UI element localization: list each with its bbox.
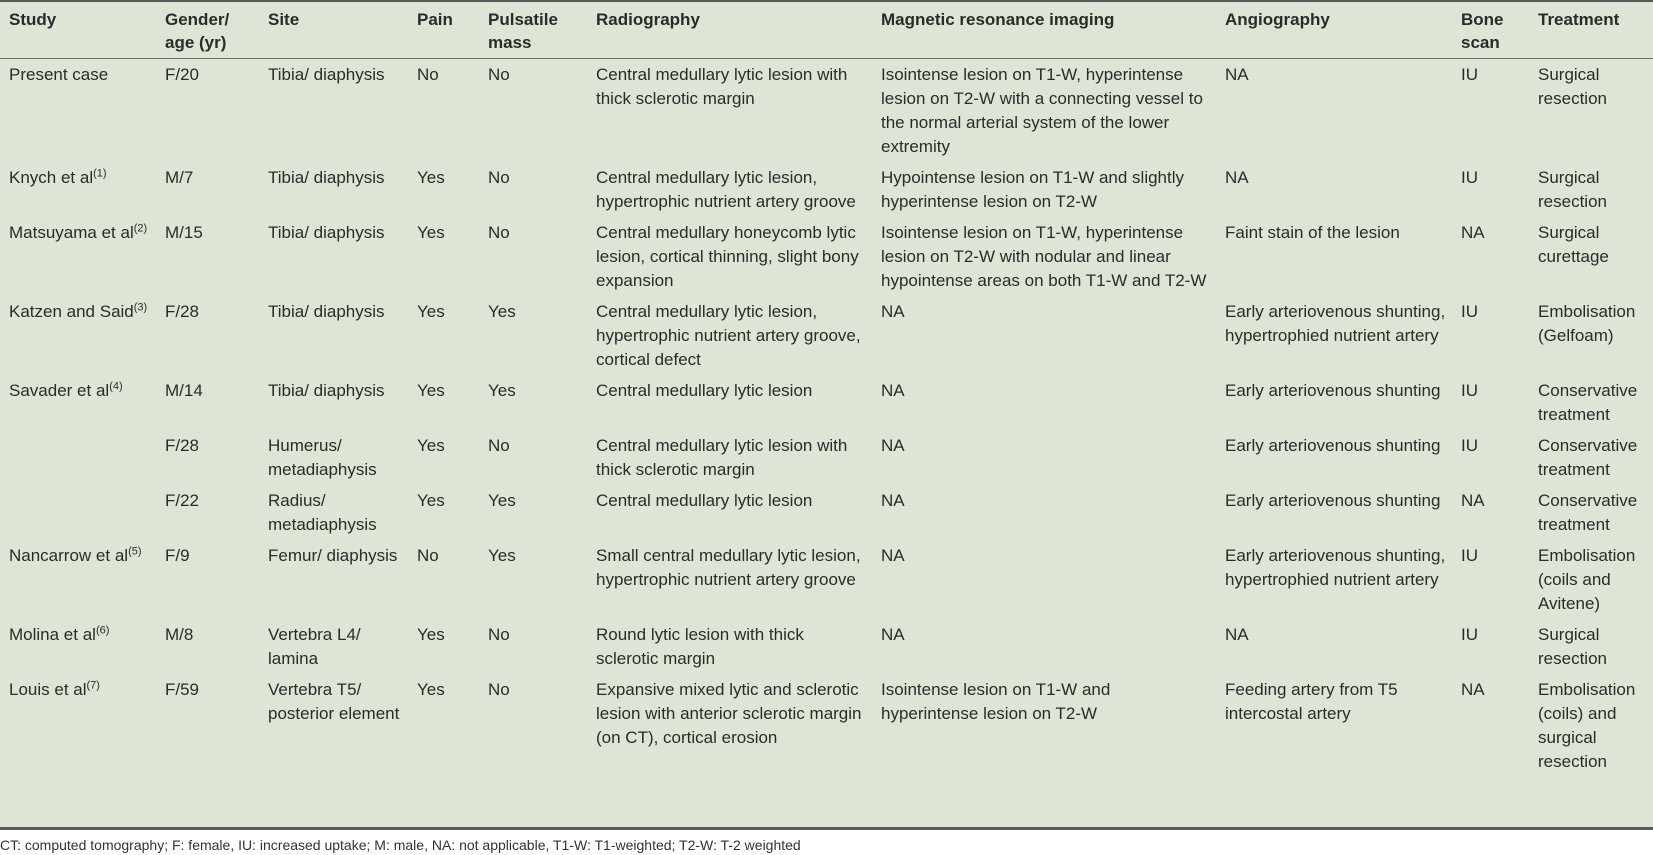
- pulsatile-mass-cell: Yes: [488, 491, 516, 510]
- treatment-cell: Surgical resection: [1538, 168, 1607, 211]
- reference-number: (5): [128, 545, 142, 558]
- header-row: [0, 2, 1653, 59]
- bone-scan-cell: IU: [1461, 381, 1478, 400]
- reference-number: (1): [93, 167, 107, 180]
- table-header: [0, 2, 1653, 59]
- comparison-table: [0, 2, 1653, 777]
- radiography-cell: Central medullary lytic lesion with thick sclerotic margin: [596, 436, 848, 479]
- table-row: [0, 217, 1653, 296]
- study-name: Matsuyama et al: [9, 223, 134, 242]
- bone-scan-cell: IU: [1461, 302, 1478, 321]
- treatment-cell: Conservative treatment: [1538, 491, 1638, 534]
- reference-number: (4): [109, 380, 123, 393]
- study-cell: [0, 217, 156, 296]
- bone-scan-cell: IU: [1461, 546, 1478, 565]
- angiography-cell: Early arteriovenous shunting, hypertrophied nutrient artery: [1225, 302, 1446, 345]
- site-cell: Tibia/ diaphysis: [268, 65, 385, 84]
- pain-cell: Yes: [417, 436, 445, 455]
- study-name: Knych et al: [9, 168, 94, 187]
- angiography-cell: NA: [1225, 168, 1249, 187]
- pulsatile-mass-cell: No: [488, 65, 510, 84]
- pain-cell: Yes: [417, 625, 445, 644]
- study-name: Molina et al: [9, 625, 96, 644]
- pulsatile-mass-cell: No: [488, 680, 510, 699]
- treatment-cell: Conservative treatment: [1538, 381, 1638, 424]
- table-row: [0, 485, 1653, 540]
- table-body: [0, 59, 1653, 778]
- pulsatile-mass-cell: No: [488, 168, 510, 187]
- pulsatile-mass-cell: No: [488, 223, 510, 242]
- gender-age-cell: F/28: [165, 436, 200, 455]
- site-cell: Tibia/ diaphysis: [268, 168, 385, 187]
- gender-age-cell: F/9: [165, 546, 190, 565]
- mri-cell: NA: [881, 381, 905, 400]
- study-cell: [0, 540, 156, 619]
- treatment-cell: Surgical resection: [1538, 65, 1607, 108]
- pain-cell: Yes: [417, 302, 445, 321]
- header-angiography: Angiography: [1216, 2, 1452, 59]
- site-cell: Radius/ metadiaphysis: [268, 491, 377, 534]
- site-cell: Tibia/ diaphysis: [268, 302, 385, 321]
- radiography-cell: Central medullary lytic lesion with thick sclerotic margin: [596, 65, 848, 108]
- bone-scan-cell: NA: [1461, 680, 1485, 699]
- reference-number: (3): [133, 301, 148, 314]
- study-cell: [0, 674, 156, 777]
- pain-cell: Yes: [417, 223, 445, 242]
- gender-age-cell: M/7: [165, 168, 194, 187]
- radiography-cell: Central medullary lytic lesion: [596, 491, 813, 510]
- header-pain: Pain: [408, 2, 479, 59]
- header-treatment: Treatment: [1529, 2, 1653, 59]
- header-study: Study: [0, 2, 156, 59]
- radiography-cell: Central medullary lytic lesion: [596, 381, 813, 400]
- header-radiography: Radiography: [587, 2, 872, 59]
- mri-cell: Isointense lesion on T1-W and hyperintense lesion on T2-W: [881, 680, 1111, 723]
- reference-number: (6): [95, 624, 110, 637]
- bone-scan-cell: IU: [1461, 436, 1478, 455]
- site-cell: Humerus/ metadiaphysis: [268, 436, 377, 479]
- radiography-cell: Small central medullary lytic lesion, hypertrophic nutrient artery groove: [596, 546, 861, 589]
- radiography-cell: Round lytic lesion with thick sclerotic margin: [596, 625, 804, 668]
- site-cell: Vertebra L4/ lamina: [268, 625, 361, 668]
- table-footnote: CT: computed tomography; F: female, IU: increased uptake; M: male, NA: not applicable, T1-W: T1-weighted; T2-W: T-2 weighted: [0, 837, 801, 853]
- treatment-cell: Embolisation (coils) and surgical resection: [1538, 680, 1636, 771]
- mri-cell: NA: [881, 491, 905, 510]
- gender-age-cell: F/59: [165, 680, 200, 699]
- bone-scan-cell: IU: [1461, 168, 1478, 187]
- pulsatile-mass-cell: Yes: [488, 546, 516, 565]
- study-name: Nancarrow et al: [9, 546, 129, 565]
- mri-cell: Hypointense lesion on T1-W and slightly hyperintense lesion on T2-W: [881, 168, 1185, 211]
- header-site: Site: [259, 2, 408, 59]
- gender-age-cell: F/20: [165, 65, 200, 84]
- study-cell: [0, 162, 156, 217]
- table-row: [0, 540, 1653, 619]
- mri-cell: Isointense lesion on T1-W, hyperintense lesion on T2-W with a connecting vessel to the normal arterial system of the lower extremity: [881, 65, 1203, 156]
- table-row: [0, 375, 1653, 430]
- pulsatile-mass-cell: Yes: [488, 302, 516, 321]
- pain-cell: Yes: [417, 168, 445, 187]
- site-cell: Femur/ diaphysis: [268, 546, 398, 565]
- study-cell: [0, 485, 156, 540]
- radiography-cell: Expansive mixed lytic and sclerotic lesion with anterior sclerotic margin (on CT), cortical erosion: [596, 680, 862, 747]
- header-pulsatile-mass: Pulsatile mass: [479, 2, 587, 59]
- pain-cell: No: [417, 546, 439, 565]
- bone-scan-cell: IU: [1461, 65, 1478, 84]
- reference-number: (2): [133, 222, 148, 235]
- table-row: [0, 430, 1653, 485]
- pain-cell: No: [417, 65, 439, 84]
- header-bone-scan: Bone scan: [1452, 2, 1529, 59]
- pulsatile-mass-cell: No: [488, 625, 510, 644]
- table-row: [0, 619, 1653, 674]
- treatment-cell: Conservative treatment: [1538, 436, 1638, 479]
- study-cell: [0, 59, 156, 163]
- site-cell: Vertebra T5/ posterior element: [268, 680, 400, 723]
- study-cell: [0, 296, 156, 375]
- header-gender-age: Gender/ age (yr): [156, 2, 259, 59]
- mri-cell: NA: [881, 625, 905, 644]
- study-name: Katzen and Said: [9, 302, 134, 321]
- bone-scan-cell: IU: [1461, 625, 1478, 644]
- gender-age-cell: M/14: [165, 381, 203, 400]
- mri-cell: NA: [881, 302, 905, 321]
- treatment-cell: Surgical curettage: [1538, 223, 1609, 266]
- bone-scan-cell: NA: [1461, 491, 1485, 510]
- radiography-cell: Central medullary honeycomb lytic lesion, cortical thinning, slight bony expansion: [596, 223, 859, 290]
- pulsatile-mass-cell: Yes: [488, 381, 516, 400]
- gender-age-cell: M/8: [165, 625, 194, 644]
- pain-cell: Yes: [417, 680, 445, 699]
- study-name: Louis et al: [9, 680, 87, 699]
- site-cell: Tibia/ diaphysis: [268, 381, 385, 400]
- treatment-cell: Embolisation (coils and Avitene): [1538, 546, 1636, 613]
- angiography-cell: Feeding artery from T5 intercostal artery: [1225, 680, 1398, 723]
- treatment-cell: Surgical resection: [1538, 625, 1607, 668]
- angiography-cell: Faint stain of the lesion: [1225, 223, 1400, 242]
- treatment-cell: Embolisation (Gelfoam): [1538, 302, 1636, 345]
- table-row: [0, 59, 1653, 163]
- radiography-cell: Central medullary lytic lesion, hypertrophic nutrient artery groove: [596, 168, 856, 211]
- table-row: [0, 162, 1653, 217]
- study-name: Savader et al: [9, 381, 110, 400]
- gender-age-cell: M/15: [165, 223, 203, 242]
- angiography-cell: Early arteriovenous shunting, hypertrophied nutrient artery: [1225, 546, 1446, 589]
- study-name: Present case: [9, 65, 109, 84]
- gender-age-cell: F/28: [165, 302, 200, 321]
- pulsatile-mass-cell: No: [488, 436, 510, 455]
- table-row: [0, 296, 1653, 375]
- pain-cell: Yes: [417, 491, 445, 510]
- table-row: [0, 674, 1653, 777]
- angiography-cell: NA: [1225, 65, 1249, 84]
- mri-cell: Isointense lesion on T1-W, hyperintense lesion on T2-W with nodular and linear hypointense areas on both T1-W and T2-W: [881, 223, 1207, 290]
- site-cell: Tibia/ diaphysis: [268, 223, 385, 242]
- study-cell: [0, 430, 156, 485]
- mri-cell: NA: [881, 546, 905, 565]
- angiography-cell: Early arteriovenous shunting: [1225, 381, 1441, 400]
- angiography-cell: NA: [1225, 625, 1249, 644]
- study-cell: [0, 375, 156, 430]
- angiography-cell: Early arteriovenous shunting: [1225, 491, 1441, 510]
- pain-cell: Yes: [417, 381, 445, 400]
- gender-age-cell: F/22: [165, 491, 200, 510]
- bone-scan-cell: NA: [1461, 223, 1485, 242]
- radiography-cell: Central medullary lytic lesion, hypertrophic nutrient artery groove, cortical defect: [596, 302, 861, 369]
- study-cell: [0, 619, 156, 674]
- angiography-cell: Early arteriovenous shunting: [1225, 436, 1441, 455]
- header-mri: Magnetic resonance imaging: [872, 2, 1216, 59]
- mri-cell: NA: [881, 436, 905, 455]
- reference-number: (7): [86, 679, 100, 692]
